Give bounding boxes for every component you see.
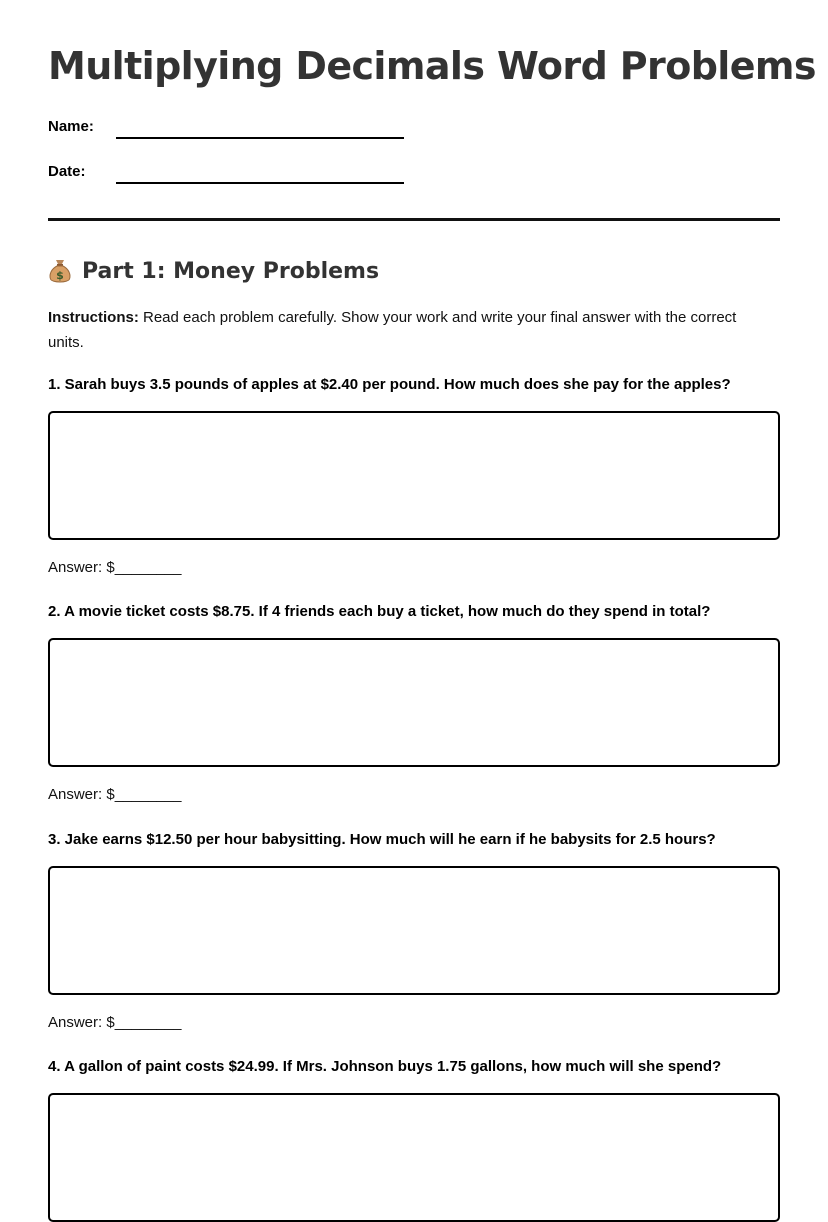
problem-question: 2. A movie ticket costs $8.75. If 4 friends each buy a ticket, how much do they spend in total?	[48, 603, 711, 620]
date-label: Date:	[48, 163, 86, 180]
answer-line[interactable]: Answer: $________	[48, 786, 182, 803]
header-divider	[48, 218, 780, 221]
date-blank-line[interactable]	[116, 182, 404, 184]
work-area-box[interactable]	[48, 411, 780, 540]
date-field	[48, 163, 408, 193]
page-title: Multiplying Decimals Word Problems	[48, 44, 816, 88]
work-area-box[interactable]	[48, 1093, 780, 1222]
instructions-label: Instructions:	[48, 309, 139, 326]
problem-question: 3. Jake earns $12.50 per hour babysitting. How much will he earn if he babysits for 2.5 hours?	[48, 831, 716, 848]
work-area-box[interactable]	[48, 638, 780, 767]
section-title: Part 1: Money Problems	[82, 258, 380, 284]
answer-line[interactable]: Answer: $________	[48, 559, 182, 576]
name-label: Name:	[48, 118, 94, 135]
work-area-box[interactable]	[48, 866, 780, 995]
name-field	[48, 118, 408, 148]
answer-line[interactable]: Answer: $________	[48, 1014, 182, 1031]
name-blank-line[interactable]	[116, 137, 404, 139]
svg-text:$: $	[56, 269, 64, 282]
instructions	[48, 305, 768, 355]
section-heading	[48, 258, 379, 284]
money-bag-icon	[48, 258, 72, 284]
problem-question: 4. A gallon of paint costs $24.99. If Mrs. Johnson buys 1.75 gallons, how much will she spend?	[48, 1058, 722, 1075]
problem-question: 1. Sarah buys 3.5 pounds of apples at $2.40 per pound. How much does she pay for the apples?	[48, 376, 731, 393]
instructions-text: Read each problem carefully. Show your work and write your final answer with the correct units.	[48, 309, 737, 351]
